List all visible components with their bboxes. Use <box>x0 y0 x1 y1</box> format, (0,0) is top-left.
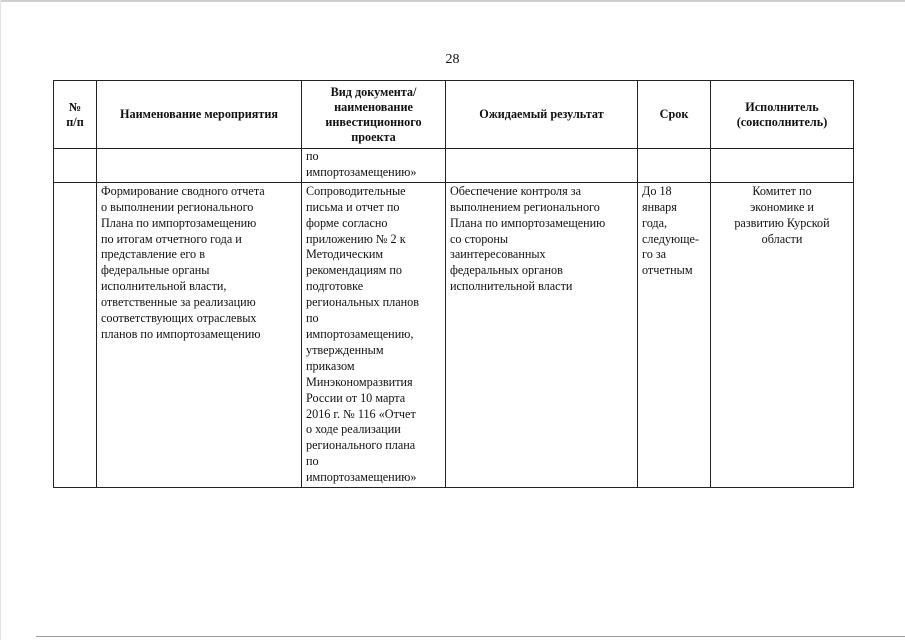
table-row <box>54 182 854 487</box>
header-measure-name: Наименование мероприятия <box>97 81 302 149</box>
cell-number <box>54 182 97 487</box>
scan-bottom-edge <box>36 636 905 637</box>
measures-table <box>53 80 854 488</box>
cell-term: До 18 января года, следующе- го за отчетным <box>638 182 711 487</box>
header-term: Срок <box>638 81 711 149</box>
scan-left-edge <box>0 0 1 640</box>
header-executor: Исполнитель (соисполнитель) <box>711 81 854 149</box>
cell-term <box>638 149 711 183</box>
cell-document-type: Сопроводительные письма и отчет по форме согласно приложению № 2 к Методическим рекомендациям по подготовке региональных планов по импортозамещению, утвержденным приказом Минэкономразвития России от 10 марта 2016 г. № 116 «Отчет о ходе реализации регионального плана по импортозамещению» <box>302 182 446 487</box>
cell-expected-result: Обеспечение контроля за выполнением регионального Плана по импортозамещению со стороны заинтересованных федеральных органов исполнительной власти <box>446 182 638 487</box>
cell-executor: Комитет по экономике и развитию Курской области <box>711 182 854 487</box>
cell-expected-result <box>446 149 638 183</box>
header-expected-result: Ожидаемый результат <box>446 81 638 149</box>
page-number: 28 <box>445 52 460 67</box>
table-header-row <box>54 81 854 149</box>
header-document-type: Вид документа/ наименование инвестиционного проекта <box>302 81 446 149</box>
cell-executor <box>711 149 854 183</box>
cell-document-type: по импортозамещению» <box>302 149 446 183</box>
cell-measure-name <box>97 149 302 183</box>
cell-measure-name: Формирование сводного отчета о выполнении регионального Плана по импортозамещению по итогам отчетного года и представление его в федеральные органы исполнительной власти, ответственные за реализацию соответствующих отраслевых планов по импортозамещению <box>97 182 302 487</box>
scan-top-edge <box>0 0 905 2</box>
cell-number <box>54 149 97 183</box>
header-number: № п/п <box>54 81 97 149</box>
table-row-continuation <box>54 149 854 183</box>
